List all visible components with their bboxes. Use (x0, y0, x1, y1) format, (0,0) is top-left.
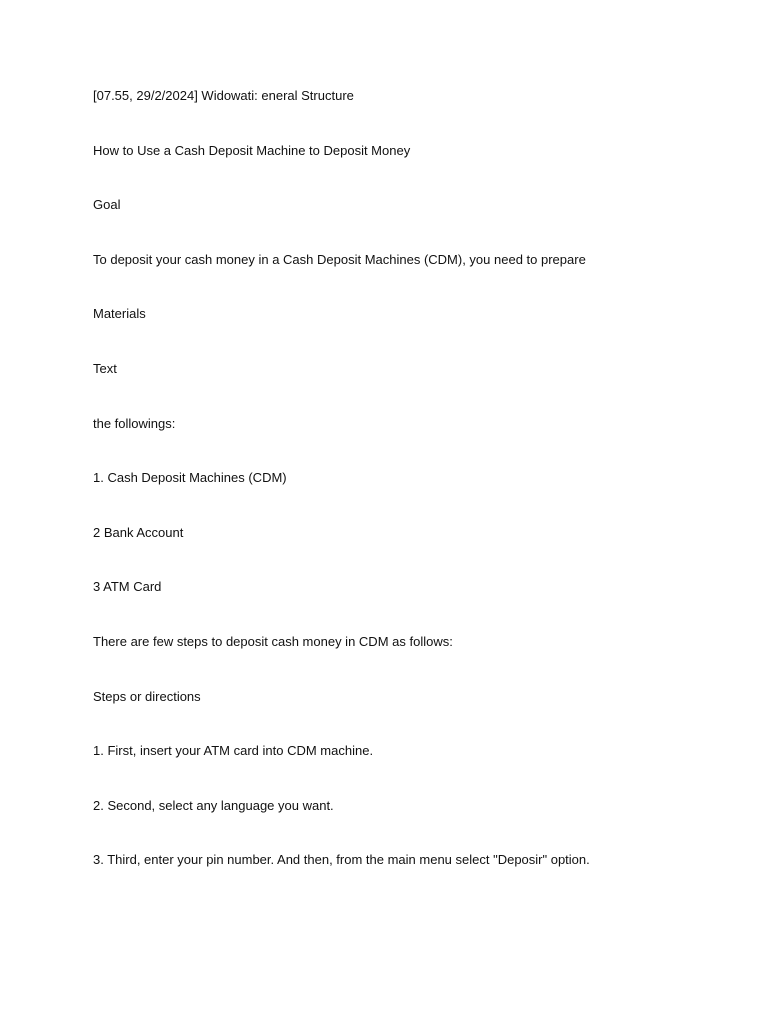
section-heading-goal: Goal (93, 197, 121, 213)
step-item: 2. Second, select any language you want. (93, 797, 334, 813)
document-body (93, 87, 713, 906)
step-item: 3. Third, enter your pin number. And then, from the main menu select "Deposir" option. (93, 852, 590, 868)
material-item: 3 ATM Card (93, 579, 162, 595)
section-heading-steps: Steps or directions (93, 688, 201, 704)
document-title: How to Use a Cash Deposit Machine to Deposit Money (93, 142, 411, 158)
goal-text-continued: the followings: (93, 415, 176, 431)
step-item: 1. First, insert your ATM card into CDM machine. (93, 743, 374, 759)
material-item: 2 Bank Account (93, 524, 184, 540)
material-item: 1. Cash Deposit Machines (CDM) (93, 470, 287, 486)
steps-intro: There are few steps to deposit cash money in CDM as follows: (93, 633, 453, 649)
section-heading-materials: Materials (93, 306, 146, 322)
chat-header-line: [07.55, 29/2/2024] Widowati: eneral Structure (93, 88, 354, 103)
goal-text: To deposit your cash money in a Cash Deposit Machines (CDM), you need to prepare (93, 251, 586, 267)
text-label: Text (93, 360, 117, 376)
